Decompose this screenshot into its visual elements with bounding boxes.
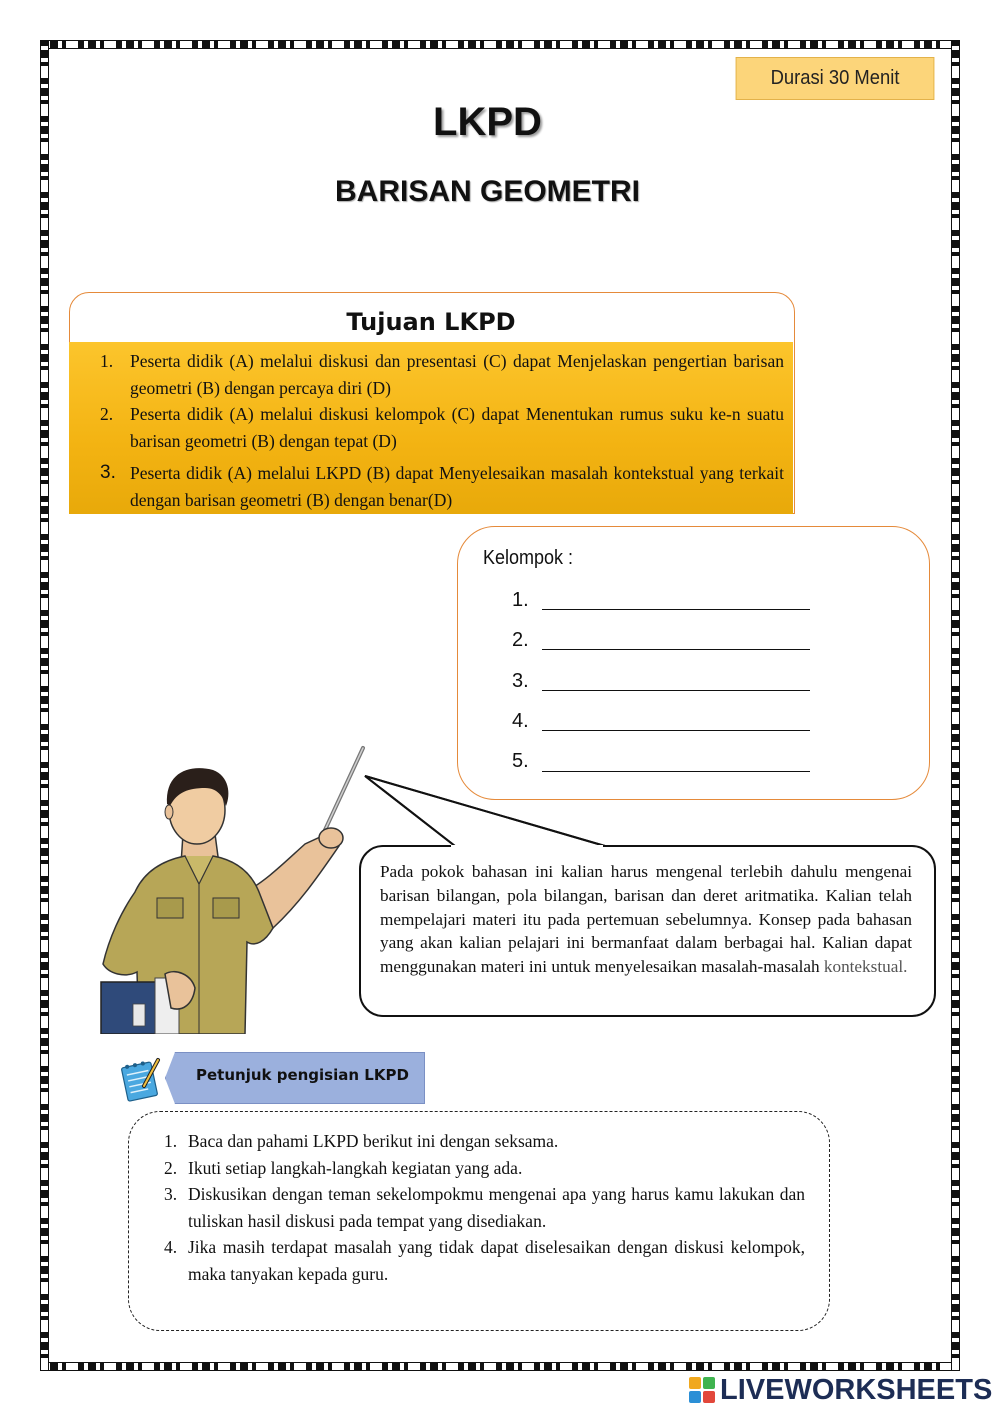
instruction-number: 1. xyxy=(164,1131,178,1151)
objective-text: Peserta didik (A) melalui LKPD (B) dapat Menyelesaikan masalah kontekstual yang terkait dengan barisan geometri (B) dengan benar(D) xyxy=(130,463,784,510)
page-title: LKPD xyxy=(433,100,542,144)
objective-text: Peserta didik (A) melalui diskusi kelompok (C) dapat Menentukan rumus suku ke-n suatu barisan geometri (B) dengan tepat (D) xyxy=(130,404,784,451)
objective-number: 2. xyxy=(100,404,114,424)
speech-bubble-tail-overlay xyxy=(355,770,615,850)
liveworksheets-logo-text: LIVEWORKSHEETS xyxy=(720,1374,993,1406)
frame-bottom xyxy=(40,1362,960,1371)
group-member-2-field[interactable] xyxy=(542,649,810,650)
group-member-1-field[interactable] xyxy=(542,609,810,610)
instruction-item xyxy=(160,1234,805,1287)
instruction-text: Diskusikan dengan teman sekelompokmu mengenai apa yang harus kamu lakukan dan tuliskan hasil diskusi pada tempat yang disediakan. xyxy=(188,1184,805,1231)
instruction-text: Jika masih terdapat masalah yang tidak dapat diselesaikan dengan diskusi kelompok, maka tanyakan kepada guru. xyxy=(188,1237,805,1284)
objective-item xyxy=(92,401,784,454)
instruction-text: Ikuti setiap langkah-langkah kegiatan yang ada. xyxy=(188,1157,523,1178)
instruction-number: 3. xyxy=(164,1184,178,1204)
notepad-icon xyxy=(118,1056,166,1102)
objective-item xyxy=(92,348,784,401)
objective-number: 3. xyxy=(100,462,116,483)
objectives-list xyxy=(92,348,784,513)
frame-right xyxy=(951,40,960,1371)
objective-number: 1. xyxy=(100,351,114,371)
frame-left xyxy=(40,40,49,1371)
group-row-number: 5. xyxy=(512,750,529,772)
instruction-item xyxy=(160,1128,805,1155)
instruction-number: 2. xyxy=(164,1157,178,1178)
instruction-item xyxy=(160,1181,805,1234)
group-member-3-field[interactable] xyxy=(542,690,810,691)
instructions-heading: Petunjuk pengisian LKPD xyxy=(196,1066,409,1084)
instruction-text: Baca dan pahami LKPD berikut ini dengan seksama. xyxy=(188,1131,559,1151)
speech-bubble-text xyxy=(380,860,912,979)
objective-item xyxy=(92,460,784,513)
group-row-number: 4. xyxy=(512,710,529,732)
group-row-number: 1. xyxy=(512,589,529,611)
speech-bubble-tail-word: kontekstual. xyxy=(823,957,908,977)
objectives-heading: Tujuan LKPD xyxy=(346,308,516,336)
liveworksheets-logo-icon xyxy=(688,1376,716,1404)
group-row-number: 3. xyxy=(512,670,529,692)
instruction-number: 4. xyxy=(164,1237,178,1257)
group-label: Kelompok : xyxy=(483,547,574,569)
group-row-number: 2. xyxy=(512,629,529,651)
frame-top xyxy=(40,40,960,49)
speech-bubble-body: Pada pokok bahasan ini kalian harus mengenal terlebih dahulu mengenai barisan bilangan, pola bilangan, barisan dan deret aritmatika. Kalian telah mempelajari materi itu pada pertemuan sebelumnya. Konsep pada bahasan yang akan kalian pelajari ini bermanfaat dalam berbagai hal. Kalian dapat menggunakan materi ini untuk menyelesaikan masalah-masalah xyxy=(380,862,912,977)
teacher-illustration xyxy=(95,742,395,1034)
duration-badge: Durasi 30 Menit xyxy=(736,57,935,100)
page-subtitle: BARISAN GEOMETRI xyxy=(334,175,640,208)
objective-text: Peserta didik (A) melalui diskusi dan presentasi (C) dapat Menjelaskan pengertian barisan geometri (B) dengan percaya diri (D) xyxy=(130,351,784,398)
group-member-4-field[interactable] xyxy=(542,730,810,731)
instruction-item xyxy=(160,1155,805,1182)
instructions-list xyxy=(160,1128,805,1287)
